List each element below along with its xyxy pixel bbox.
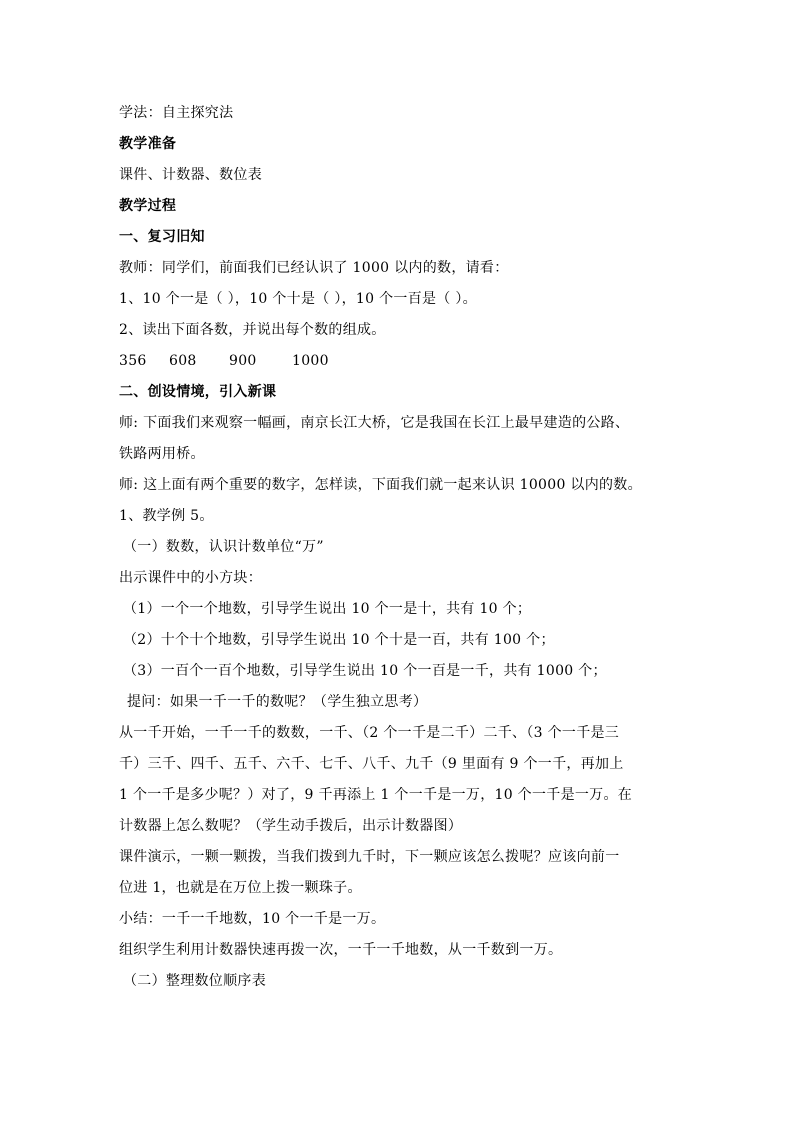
line-teacher-numbers: 师: 这上面有两个重要的数字，怎样读，下面我们就一起来认识 10000 以内的数。 — [119, 477, 642, 493]
paragraph-thousands-1: 从一千开始，一千一千的数数，一千、（2 个一千是二千）二千、（3 个一千是三 — [119, 725, 620, 741]
subheading-counting: （一）数数，认识计数单位“万” — [123, 539, 324, 555]
subheading-place-value: （二）整理数位顺序表 — [123, 973, 266, 989]
line-bridge-cont: 铁路两用桥。 — [119, 446, 205, 462]
line-materials: 课件、计数器、数位表 — [119, 167, 262, 183]
number-item: 608 — [169, 353, 197, 369]
line-question-1: 1、10 个一是（ ），10 个十是（ ），10 个一百是（ ）。 — [119, 291, 477, 307]
number-item: 1000 — [292, 353, 329, 369]
paragraph-demo-1: 课件演示，一颗一颗拨，当我们拨到九千时，下一颗应该怎么拨呢？应该向前一 — [119, 849, 620, 865]
line-teacher-intro: 教师：同学们，前面我们已经认识了 1000 以内的数，请看： — [119, 260, 509, 276]
number-item: 900 — [229, 353, 257, 369]
line-example-5: 1、教学例 5。 — [119, 508, 214, 524]
paragraph-thousands-3: 1 个一千是多少呢？）对了，9 千再添上 1 个一千是一万，10 个一千是一万。在 — [119, 787, 633, 803]
heading-review: 一、复习旧知 — [119, 229, 205, 245]
lesson-plan-body — [119, 98, 689, 997]
heading-process: 教学过程 — [119, 198, 177, 214]
number-list — [119, 346, 689, 377]
number-item: 356 — [119, 353, 147, 369]
heading-new-lesson: 二、创设情境，引入新课 — [119, 384, 277, 400]
step-1: （1）一个一个地数，引导学生说出 10 个一是十，共有 10 个； — [123, 601, 532, 617]
line-question-thousands: 提问：如果一千一千的数呢？（学生独立思考） — [127, 694, 428, 710]
paragraph-thousands-4: 计数器上怎么数呢？（学生动手拨后，出示计数器图） — [119, 818, 463, 834]
line-teacher-bridge: 师: 下面我们来观察一幅画，南京长江大桥，它是我国在长江上最早建造的公路、 — [119, 415, 630, 431]
paragraph-thousands-2: 千）三千、四千、五千、六千、七千、八千、九千（9 里面有 9 个一千，再加上 — [119, 756, 624, 772]
heading-preparation: 教学准备 — [119, 136, 177, 152]
line-question-2: 2、读出下面各数，并说出每个数的组成。 — [119, 322, 386, 338]
step-2: （2）十个十个地数，引导学生说出 10 个十是一百，共有 100 个； — [123, 632, 555, 648]
line-summary: 小结：一千一千地数，10 个一千是一万。 — [119, 911, 386, 927]
paragraph-demo-2: 位进 1，也就是在万位上拨一颗珠子。 — [119, 880, 362, 896]
line-show-blocks: 出示课件中的小方块： — [119, 570, 262, 586]
line-study-method: 学法：自主探究法 — [119, 105, 234, 121]
step-3: （3）一百个一百个地数，引导学生说出 10 个一百是一千，共有 1000 个； — [123, 663, 607, 679]
line-organize: 组织学生利用计数器快速再拨一次，一千一千地数，从一千数到一万。 — [119, 942, 563, 958]
